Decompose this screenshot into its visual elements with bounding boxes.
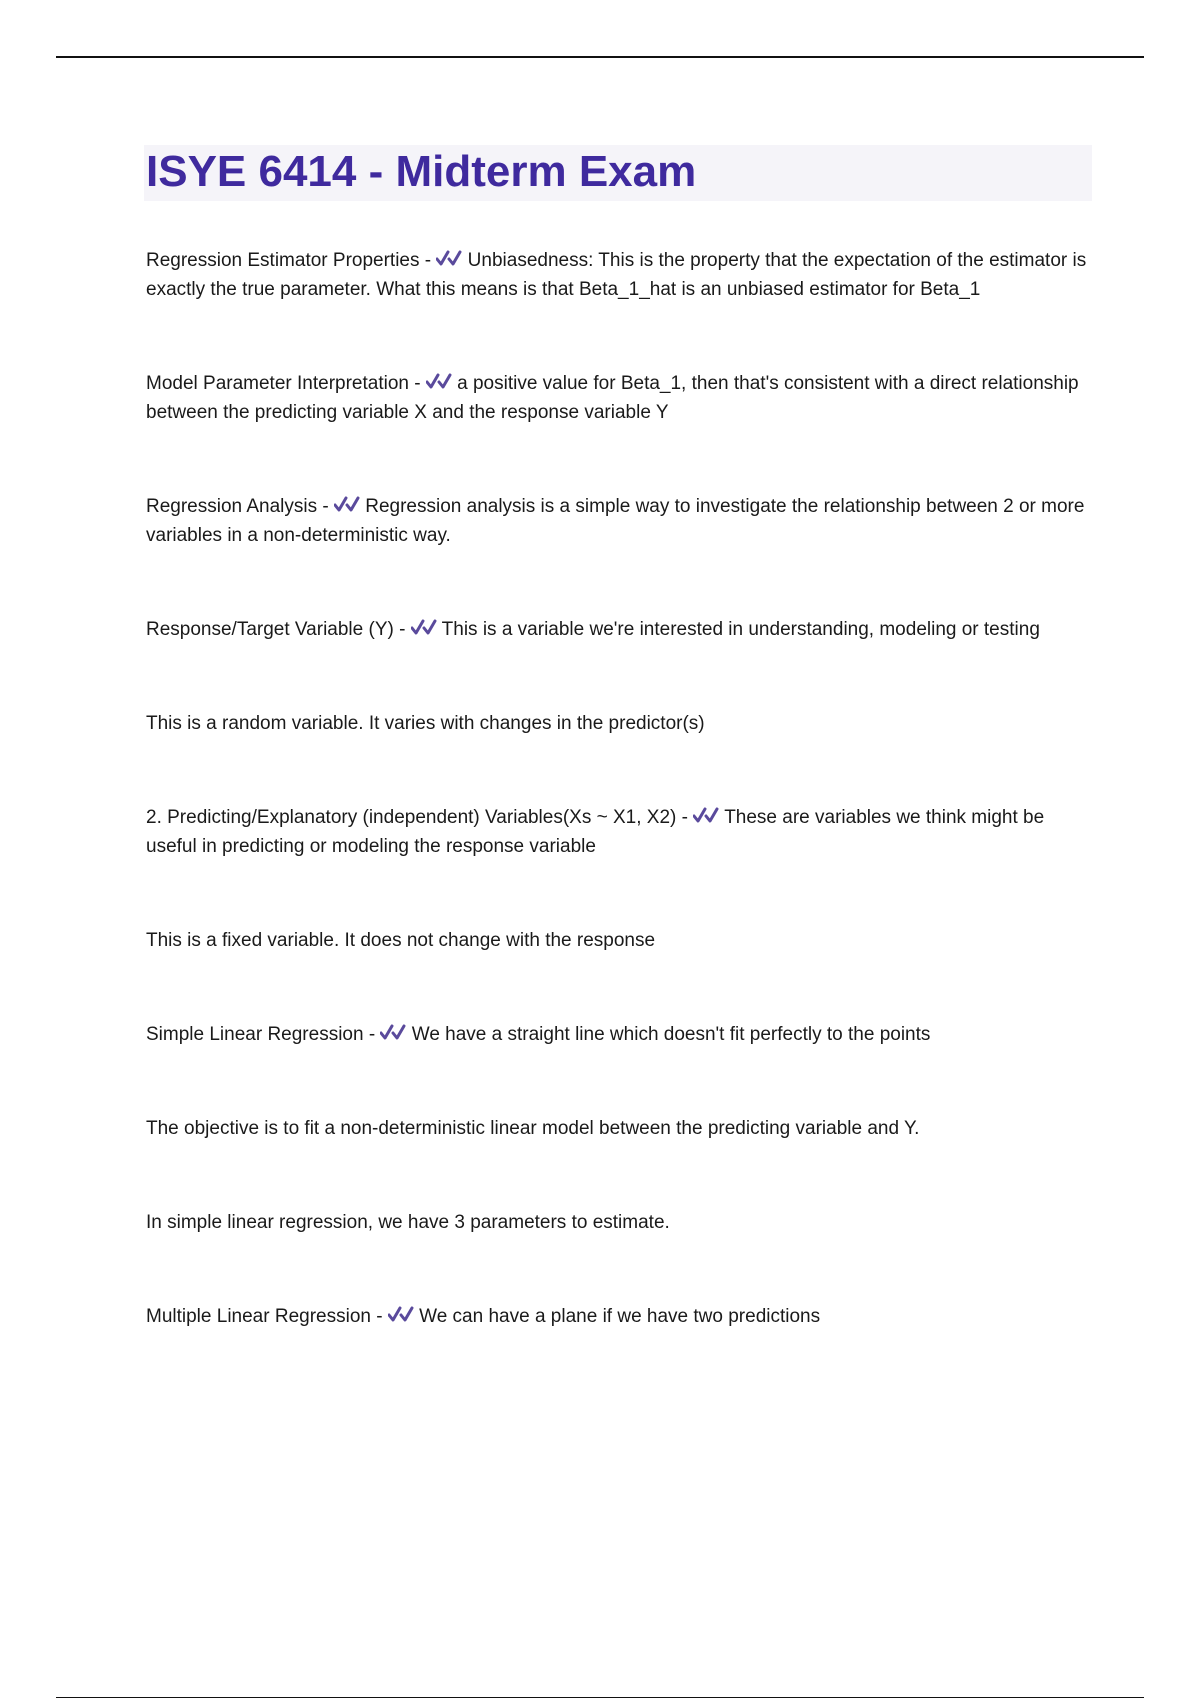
double-checkmark-icon [388,1305,414,1325]
entry-term: Simple Linear Regression - [146,1024,381,1045]
flashcard-list [146,246,1096,1331]
flashcard-note: In simple linear regression, we have 3 parameters to estimate. [146,1212,670,1233]
top-rule [56,56,1144,58]
entry-term: Regression Analysis - [146,496,334,517]
double-checkmark-icon [693,806,719,826]
entry-term: Multiple Linear Regression - [146,1306,388,1327]
flashcard-entry [146,1302,1096,1331]
bottom-rule [56,1697,1144,1698]
entry-definition: We have a straight line which doesn't fit perfectly to the points [411,1024,931,1045]
entry-definition: These are variables we think might be useful in predicting or modeling the response variable [146,807,1045,857]
entry-term: Model Parameter Interpretation - [146,373,426,394]
flashcard-note: The objective is to fit a non-deterministic linear model between the predicting variable and Y. [146,1118,920,1139]
flashcard-entry [146,1020,1096,1049]
double-checkmark-icon [334,495,360,515]
double-checkmark-icon [411,618,437,638]
flashcard-note: This is a fixed variable. It does not change with the response [146,930,656,951]
flashcard-entry [146,492,1096,550]
entry-definition: Unbiasedness: This is the property that the expectation of the estimator is exactly the true parameter. What this means is that Beta_1_hat is an unbiased estimator for Beta_1 [146,250,1087,300]
entry-definition: Regression analysis is a simple way to investigate the relationship between 2 or more variables in a non-deterministic way. [146,496,1085,546]
entry-term: Response/Target Variable (Y) - [146,619,411,640]
double-checkmark-icon [426,372,452,392]
entry-definition: This is a variable we're interested in understanding, modeling or testing [441,619,1040,640]
double-checkmark-icon [436,249,462,269]
entry-definition: We can have a plane if we have two predictions [419,1306,821,1327]
entry-term: Regression Estimator Properties - [146,250,437,271]
entry-term: 2. Predicting/Explanatory (independent) Variables(Xs ~ X1, X2) - [146,807,694,828]
flashcard-note: This is a random variable. It varies with changes in the predictor(s) [146,713,705,734]
flashcard-entry [146,615,1096,644]
entry-definition: a positive value for Beta_1, then that's consistent with a direct relationship between the predicting variable X and the response variable Y [146,373,1079,423]
flashcard-entry [146,246,1096,304]
flashcard-entry [146,803,1096,861]
page-title: ISYE 6414 - Midterm Exam [146,147,697,196]
flashcard-entry [146,369,1096,427]
double-checkmark-icon [380,1023,406,1043]
